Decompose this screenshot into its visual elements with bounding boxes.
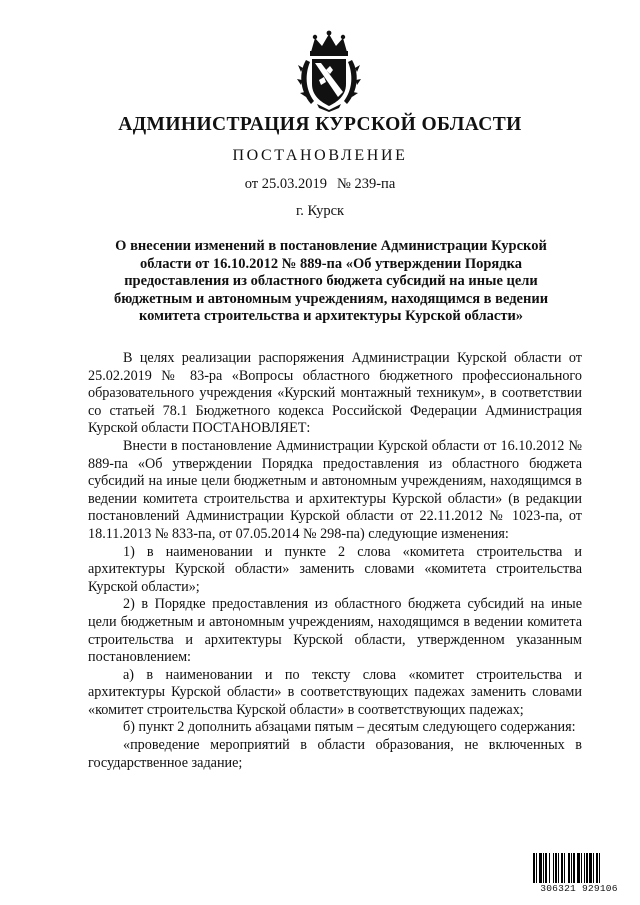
paragraph: Внести в постановление Администрации Курской области от 16.10.2012 № 889-па «Об утверждении Порядка предоставления из областного бюджета субсидий на иные цели бюджетным и автономным учреждениям, находящимся в ведении комитета строительства и архитектуры Курской области» (в редакции постановлений Администрации Курской области от 22.11.2012 № 1023-па, от 18.11.2013 № 833-па, от 07.05.2014 № 298-па) следующие изменения: bbox=[88, 437, 582, 542]
paragraph: а) в наименовании и по тексту слова «комитет строительства и архитектуры Курской области» в соответствующих падежах заменить словами «комитет строительства Курской области» в соответствующих падежах; bbox=[88, 666, 582, 718]
date-number-line bbox=[0, 176, 640, 193]
document-date: от 25.03.2019 bbox=[244, 176, 328, 192]
paragraph: 2) в Порядке предоставления из областного бюджета субсидий на иные цели бюджетным и автономным учреждениям, находящимся в ведении комитета строительства и архитектуры Курской области, утвержденном указанным постановлением: bbox=[88, 596, 582, 666]
document-number: № 239-па bbox=[337, 176, 396, 192]
document-title: О внесении изменений в постановление Администрации Курской области от 16.10.2012 № 889-па «Об утверждении Порядка предоставления из областного бюджета субсидий на иные цели бюджетным и автономным учреждениям, находящимся в ведении комитета строительства и архитектуры Курской области» bbox=[113, 238, 549, 325]
coat-of-arms-icon bbox=[297, 30, 361, 112]
paragraph: «проведение мероприятий в области образования, не включенных в государственное задание; bbox=[88, 737, 582, 771]
city: г. Курск bbox=[295, 203, 345, 219]
document-type: ПОСТАНОВЛЕНИЕ bbox=[232, 147, 408, 164]
barcode-bar bbox=[600, 853, 602, 883]
document-body bbox=[88, 350, 582, 772]
barcode-bars-icon bbox=[533, 853, 625, 883]
barcode-number: 306321 929106 bbox=[540, 883, 618, 894]
barcode bbox=[533, 853, 625, 897]
paragraph: б) пункт 2 дополнить абзацами пятым – десятым следующего содержания: bbox=[123, 719, 576, 736]
paragraph: 1) в наименовании и пункте 2 слова «комитета строительства и архитектуры Курской области» заменить словами «комитета строительства Курской области»; bbox=[88, 543, 582, 595]
paragraph: В целях реализации распоряжения Администрации Курской области от 25.02.2019 № 83-ра «Вопросы областного бюджетного профессионального образовательного учреждения «Курский монтажный техникум», в соответствии со статьей 78.1 Бюджетного кодекса Российской Федерации Администрация Курской области ПОСТАНОВЛЯЕТ: bbox=[88, 350, 582, 437]
authority-name: АДМИНИСТРАЦИЯ КУРСКОЙ ОБЛАСТИ bbox=[118, 114, 522, 135]
